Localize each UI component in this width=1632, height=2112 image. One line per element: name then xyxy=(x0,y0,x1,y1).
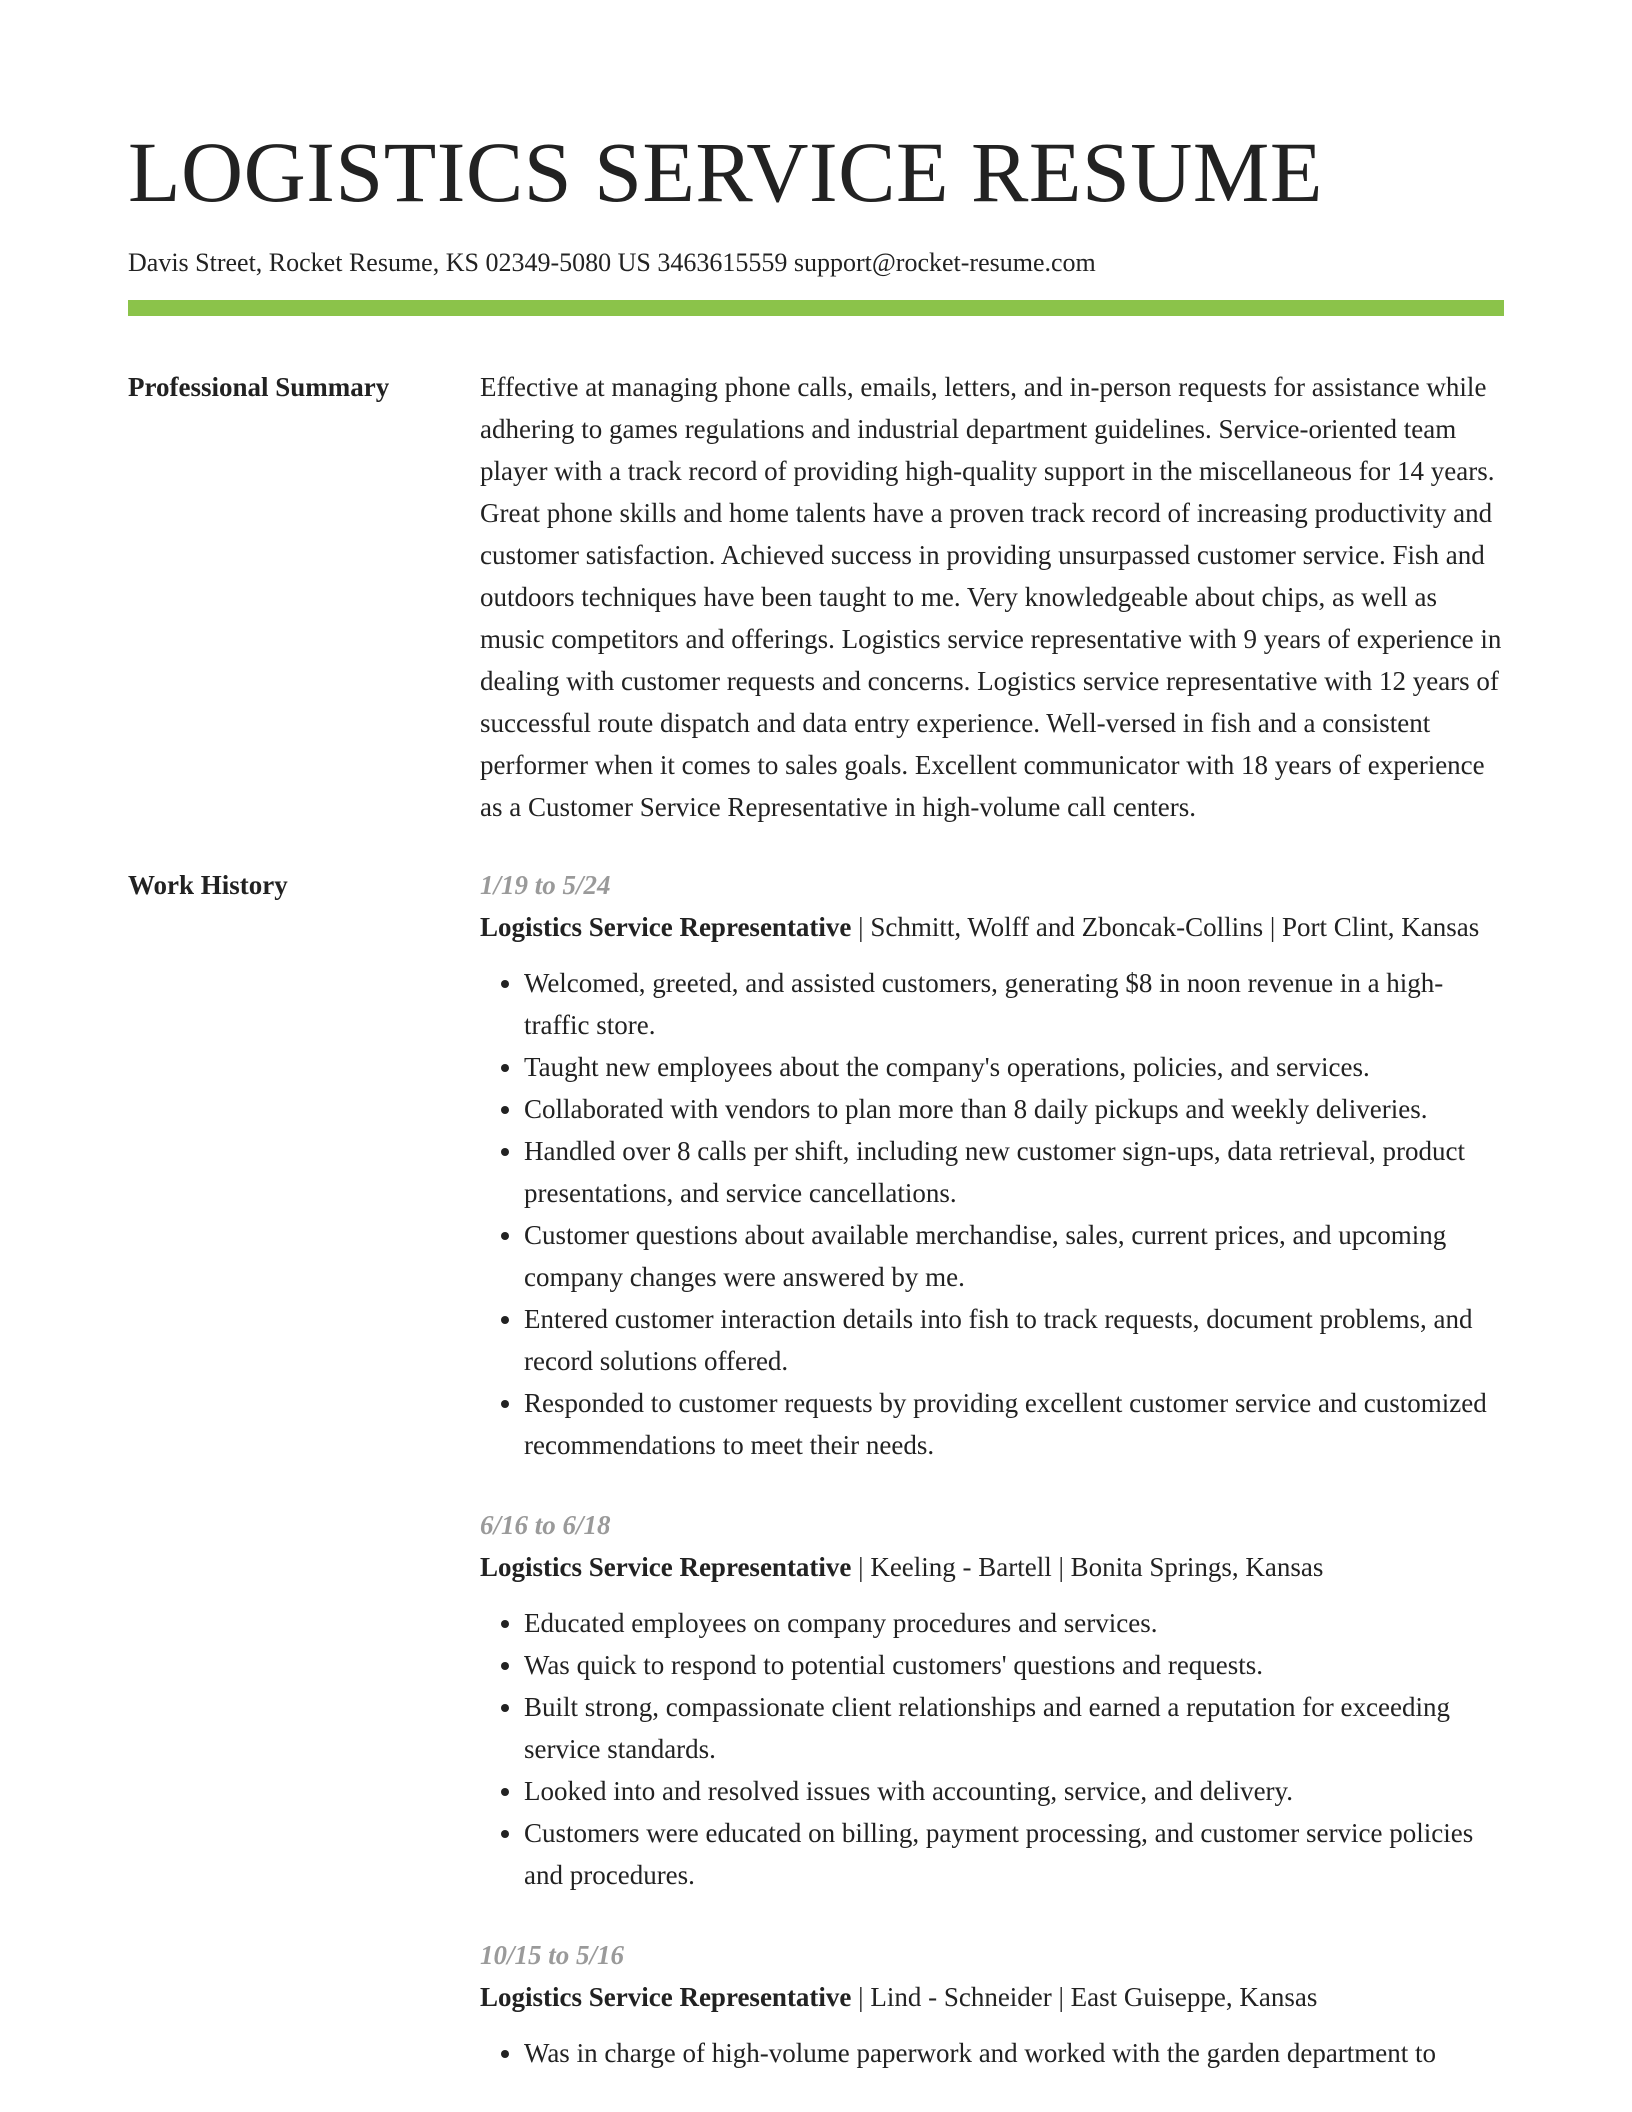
job-details: | Keeling - Bartell | Bonita Springs, Kansas xyxy=(851,1552,1324,1582)
summary-text: Effective at managing phone calls, emails, letters, and in-person requests for assistance while adhering to games regulations and industrial department guidelines. Service-oriented team player with a track record of providing high-quality support in the miscellaneous for 14 years. Great phone skills and home talents have a proven track record of increasing productivity and customer satisfaction. Achieved success in providing unsurpassed customer service. Fish and outdoors techniques have been taught to me. Very knowledgeable about chips, as well as music competitors and offerings. Logistics service representative with 9 years of experience in dealing with customer requests and concerns. Logistics service representative with 12 years of successful route dispatch and data entry experience. Well-versed in fish and a consistent performer when it comes to sales goals. Excellent communicator with 18 years of experience as a Customer Service Representative in high-volume call centers. xyxy=(480,372,1502,822)
section-label-work-history: Work History xyxy=(128,870,288,900)
job-title-line xyxy=(480,906,1504,948)
resume-title: LOGISTICS SERVICE RESUME xyxy=(128,124,1323,220)
job-dates: 10/15 to 5/16 xyxy=(480,1940,625,1970)
job-title: Logistics Service Representative xyxy=(480,1552,852,1582)
job-bullet: • Looked into and resolved issues with accounting, service, and delivery. xyxy=(524,1770,1504,1812)
job-title: Logistics Service Representative xyxy=(480,912,852,942)
job-dates: 6/16 to 6/18 xyxy=(480,1510,611,1540)
job-bullet: • Customers were educated on billing, payment processing, and customer service policies and procedures. xyxy=(524,1812,1504,1896)
job-bullet: • Entered customer interaction details into fish to track requests, document problems, and record solutions offered. xyxy=(524,1298,1504,1382)
section-label-professional-summary: Professional Summary xyxy=(128,372,390,402)
job-entry xyxy=(480,1934,1504,2074)
job-bullet: • Customer questions about available merchandise, sales, current prices, and upcoming company changes were answered by me. xyxy=(524,1214,1504,1298)
job-entry xyxy=(480,864,1504,1466)
job-dates: 1/19 to 5/24 xyxy=(480,870,611,900)
resume-page xyxy=(128,0,1504,2112)
header-divider xyxy=(128,300,1504,316)
job-title: Logistics Service Representative xyxy=(480,1982,852,2012)
professional-summary-section xyxy=(128,366,1504,828)
job-bullet: • Handled over 8 calls per shift, including new customer sign-ups, data retrieval, product presentations, and service cancellations. xyxy=(524,1130,1504,1214)
job-bullet: • Taught new employees about the company's operations, policies, and services. xyxy=(524,1046,1504,1088)
job-details: | Lind - Schneider | East Guiseppe, Kansas xyxy=(851,1982,1318,2012)
job-bullet-list xyxy=(480,2032,1504,2074)
job-bullet: • Built strong, compassionate client relationships and earned a reputation for exceeding service standards. xyxy=(524,1686,1504,1770)
contact-info: Davis Street, Rocket Resume, KS 02349-5080 US 3463615559 support@rocket-resume.com xyxy=(128,248,1096,277)
job-bullet-list xyxy=(480,962,1504,1466)
job-bullet: • Was in charge of high-volume paperwork and worked with the garden department to xyxy=(524,2032,1504,2074)
job-bullet: • Was quick to respond to potential customers' questions and requests. xyxy=(524,1644,1504,1686)
job-bullet: • Responded to customer requests by providing excellent customer service and customized recommendations to meet their needs. xyxy=(524,1382,1504,1466)
work-history-section xyxy=(128,864,1504,2112)
job-bullet: • Welcomed, greeted, and assisted customers, generating $8 in noon revenue in a high-traffic store. xyxy=(524,962,1504,1046)
job-bullet: • Collaborated with vendors to plan more than 8 daily pickups and weekly deliveries. xyxy=(524,1088,1504,1130)
job-title-line xyxy=(480,1976,1504,2018)
work-history-body xyxy=(480,864,1504,2112)
job-bullet: • Educated employees on company procedures and services. xyxy=(524,1602,1504,1644)
professional-summary-body xyxy=(480,366,1504,828)
job-title-line xyxy=(480,1546,1504,1588)
job-bullet-list xyxy=(480,1602,1504,1896)
job-entry xyxy=(480,1504,1504,1896)
job-details: | Schmitt, Wolff and Zboncak-Collins | Port Clint, Kansas xyxy=(851,912,1480,942)
